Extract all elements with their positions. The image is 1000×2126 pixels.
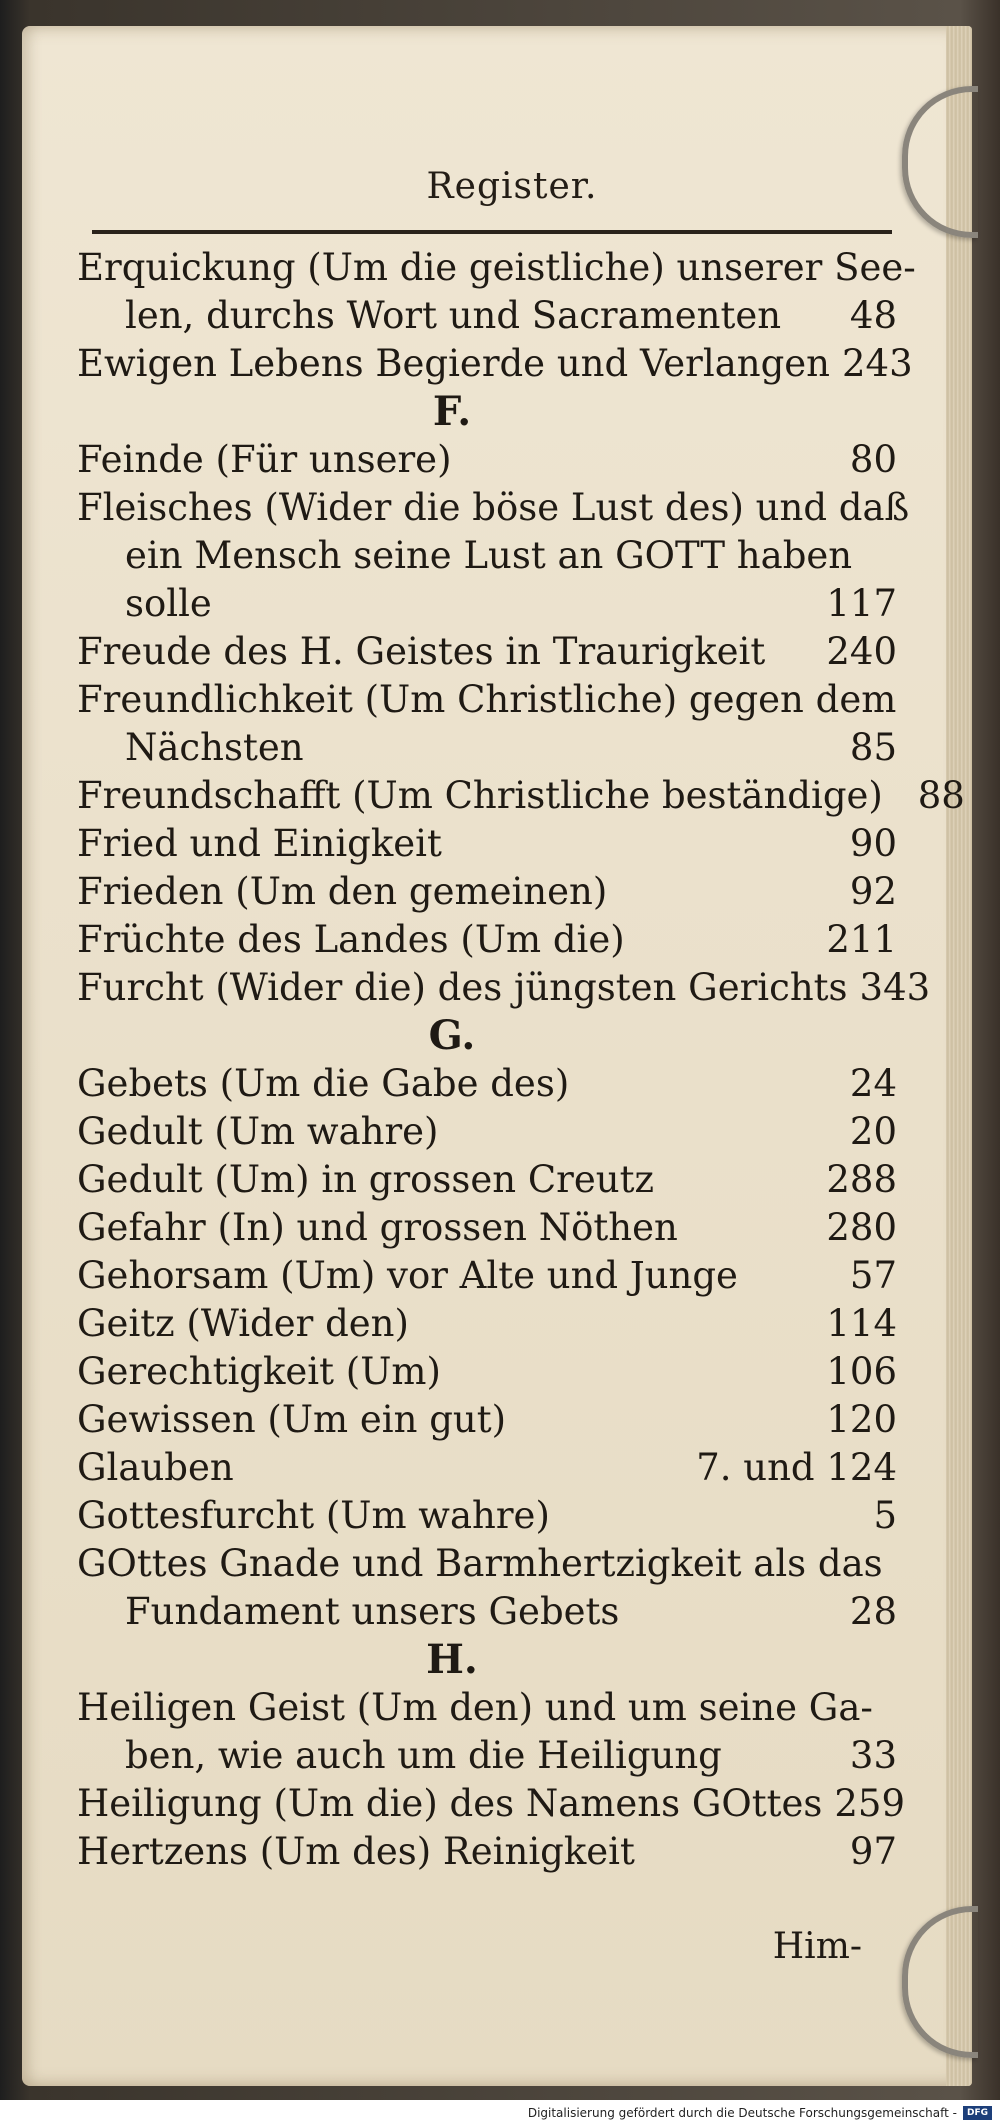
register-entries bbox=[77, 244, 965, 1876]
entry-line bbox=[77, 868, 897, 916]
section-letter: H. bbox=[426, 1636, 478, 1683]
entry-text: Gedult (Um) in grossen Creutz bbox=[77, 1158, 654, 1201]
register-entry bbox=[77, 1108, 897, 1156]
page-number: 24 bbox=[849, 1062, 897, 1105]
page-number: 48 bbox=[849, 294, 897, 337]
entry-text: Heiligen Geist (Um den) und um seine Ga- bbox=[77, 1686, 873, 1729]
register-entry bbox=[77, 916, 897, 964]
entry-line bbox=[77, 244, 916, 292]
page-number: 106 bbox=[826, 1350, 897, 1393]
register-entry bbox=[77, 820, 897, 868]
entry-line bbox=[77, 1156, 897, 1204]
entry-text: Feinde (Für unsere) bbox=[77, 438, 452, 481]
entry-line bbox=[77, 964, 931, 1012]
catchword: Him- bbox=[772, 1926, 862, 1967]
page-number: 88 bbox=[917, 774, 965, 817]
entry-line bbox=[77, 1684, 897, 1732]
entry-line bbox=[77, 1828, 897, 1876]
section-letter: F. bbox=[432, 388, 472, 435]
register-entry bbox=[77, 1204, 897, 1252]
register-entry bbox=[77, 1060, 897, 1108]
dfg-logo: DFG bbox=[963, 2106, 992, 2120]
entry-line bbox=[77, 532, 897, 580]
register-entry bbox=[77, 1396, 897, 1444]
entry-text: Geitz (Wider den) bbox=[77, 1302, 409, 1345]
page-number: 114 bbox=[826, 1302, 897, 1345]
entry-line bbox=[77, 1444, 897, 1492]
page-number: 288 bbox=[826, 1158, 897, 1201]
entry-line bbox=[77, 916, 897, 964]
page-number: 90 bbox=[849, 822, 897, 865]
entry-text: Gefahr (In) und grossen Nöthen bbox=[77, 1206, 678, 1249]
register-entry bbox=[77, 628, 897, 676]
entry-line bbox=[77, 1204, 897, 1252]
book-page bbox=[22, 26, 972, 2086]
register-entry bbox=[77, 868, 897, 916]
entry-text: Nächsten bbox=[125, 726, 304, 769]
entry-text: Frieden (Um den gemeinen) bbox=[77, 870, 608, 913]
register-entry bbox=[77, 1444, 897, 1492]
page-number: 117 bbox=[826, 582, 897, 625]
footer-credit: Digitalisierung gefördert durch die Deutsche Forschungsgemeinschaft - bbox=[527, 2106, 957, 2120]
page-number: 5 bbox=[873, 1494, 897, 1537]
register-entry bbox=[77, 1252, 897, 1300]
clasp-icon bbox=[902, 1906, 978, 2058]
entry-text: Gebets (Um die Gabe des) bbox=[77, 1062, 570, 1105]
page-number: 211 bbox=[826, 918, 897, 961]
register-entry bbox=[77, 1828, 897, 1876]
register-entry bbox=[77, 1156, 897, 1204]
entry-line bbox=[77, 1732, 897, 1780]
entry-line bbox=[77, 292, 897, 340]
entry-text: ein Mensch seine Lust an GOTT haben bbox=[125, 534, 853, 577]
head-rule bbox=[92, 230, 892, 234]
entry-text: Früchte des Landes (Um die) bbox=[77, 918, 625, 961]
entry-line bbox=[77, 1108, 897, 1156]
entry-line bbox=[77, 676, 897, 724]
entry-text: Freundschafft (Um Christliche beständige) bbox=[77, 774, 883, 817]
register-entry bbox=[77, 484, 910, 628]
entry-line bbox=[77, 1492, 897, 1540]
entry-line bbox=[77, 484, 910, 532]
page-edge bbox=[946, 26, 972, 2086]
page-number: 259 bbox=[834, 1782, 905, 1825]
page-number: 20 bbox=[849, 1110, 897, 1153]
register-entry bbox=[77, 244, 916, 340]
register-entry bbox=[77, 1492, 897, 1540]
page-number: 80 bbox=[849, 438, 897, 481]
running-head: Register. bbox=[426, 166, 598, 207]
entry-text: Fried und Einigkeit bbox=[77, 822, 442, 865]
entry-line bbox=[77, 1540, 897, 1588]
entry-text: Freude des H. Geistes in Traurigkeit bbox=[77, 630, 766, 673]
page-number: 240 bbox=[826, 630, 897, 673]
entry-text: Hertzens (Um des) Reinigkeit bbox=[77, 1830, 635, 1873]
entry-line bbox=[77, 1348, 897, 1396]
register-entry bbox=[77, 1780, 905, 1828]
entry-text: Fleisches (Wider die böse Lust des) und daß bbox=[77, 486, 910, 529]
entry-text: solle bbox=[125, 582, 212, 625]
entry-line bbox=[77, 772, 965, 820]
page-number: 57 bbox=[849, 1254, 897, 1297]
page-number: 120 bbox=[826, 1398, 897, 1441]
entry-text: len, durchs Wort und Sacramenten bbox=[125, 294, 782, 337]
page-number: 7. und 124 bbox=[696, 1446, 897, 1489]
clasp-icon bbox=[902, 86, 978, 238]
register-entry bbox=[77, 1540, 897, 1636]
entry-line bbox=[77, 340, 913, 388]
entry-line bbox=[77, 1060, 897, 1108]
page-number: 85 bbox=[849, 726, 897, 769]
page-number: 280 bbox=[826, 1206, 897, 1249]
page-number: 97 bbox=[849, 1830, 897, 1873]
entry-text: Furcht (Wider die) des jüngsten Gerichts bbox=[77, 966, 848, 1009]
entry-line bbox=[77, 1588, 897, 1636]
entry-line bbox=[77, 724, 897, 772]
entry-text: Glauben bbox=[77, 1446, 234, 1489]
register-entry bbox=[77, 1348, 897, 1396]
entry-text: Ewigen Lebens Begierde und Verlangen bbox=[77, 342, 830, 385]
entry-text: Gedult (Um wahre) bbox=[77, 1110, 439, 1153]
entry-text: Freundlichkeit (Um Christliche) gegen dem bbox=[77, 678, 897, 721]
digitization-footer bbox=[0, 2100, 1000, 2126]
entry-line bbox=[77, 1300, 897, 1348]
entry-line bbox=[77, 1252, 897, 1300]
entry-line bbox=[77, 580, 897, 628]
entry-line bbox=[77, 820, 897, 868]
page-number: 33 bbox=[849, 1734, 897, 1777]
entry-text: GOttes Gnade und Barmhertzigkeit als das bbox=[77, 1542, 883, 1585]
entry-text: Gottesfurcht (Um wahre) bbox=[77, 1494, 550, 1537]
register-entry bbox=[77, 1300, 897, 1348]
entry-text: Fundament unsers Gebets bbox=[125, 1590, 620, 1633]
register-entry bbox=[77, 340, 913, 388]
entry-text: Erquickung (Um die geistliche) unserer See- bbox=[77, 246, 916, 289]
entry-line bbox=[77, 436, 897, 484]
section-letter: G. bbox=[428, 1012, 476, 1059]
register-entry bbox=[77, 1684, 897, 1780]
entry-text: Gerechtigkeit (Um) bbox=[77, 1350, 441, 1393]
page-number: 343 bbox=[859, 966, 931, 1009]
entry-text: Heiligung (Um die) des Namens GOttes bbox=[77, 1782, 823, 1825]
entry-text: Gehorsam (Um) vor Alte und Junge bbox=[77, 1254, 738, 1297]
page-number: 243 bbox=[842, 342, 913, 385]
register-entry bbox=[77, 964, 931, 1012]
register-entry bbox=[77, 772, 965, 820]
register-entry bbox=[77, 676, 897, 772]
entry-line bbox=[77, 628, 897, 676]
register-entry bbox=[77, 436, 897, 484]
entry-text: Gewissen (Um ein gut) bbox=[77, 1398, 507, 1441]
entry-line bbox=[77, 1396, 897, 1444]
entry-text: ben, wie auch um die Heiligung bbox=[125, 1734, 722, 1777]
page-number: 92 bbox=[849, 870, 897, 913]
page-number: 28 bbox=[849, 1590, 897, 1633]
entry-line bbox=[77, 1780, 905, 1828]
